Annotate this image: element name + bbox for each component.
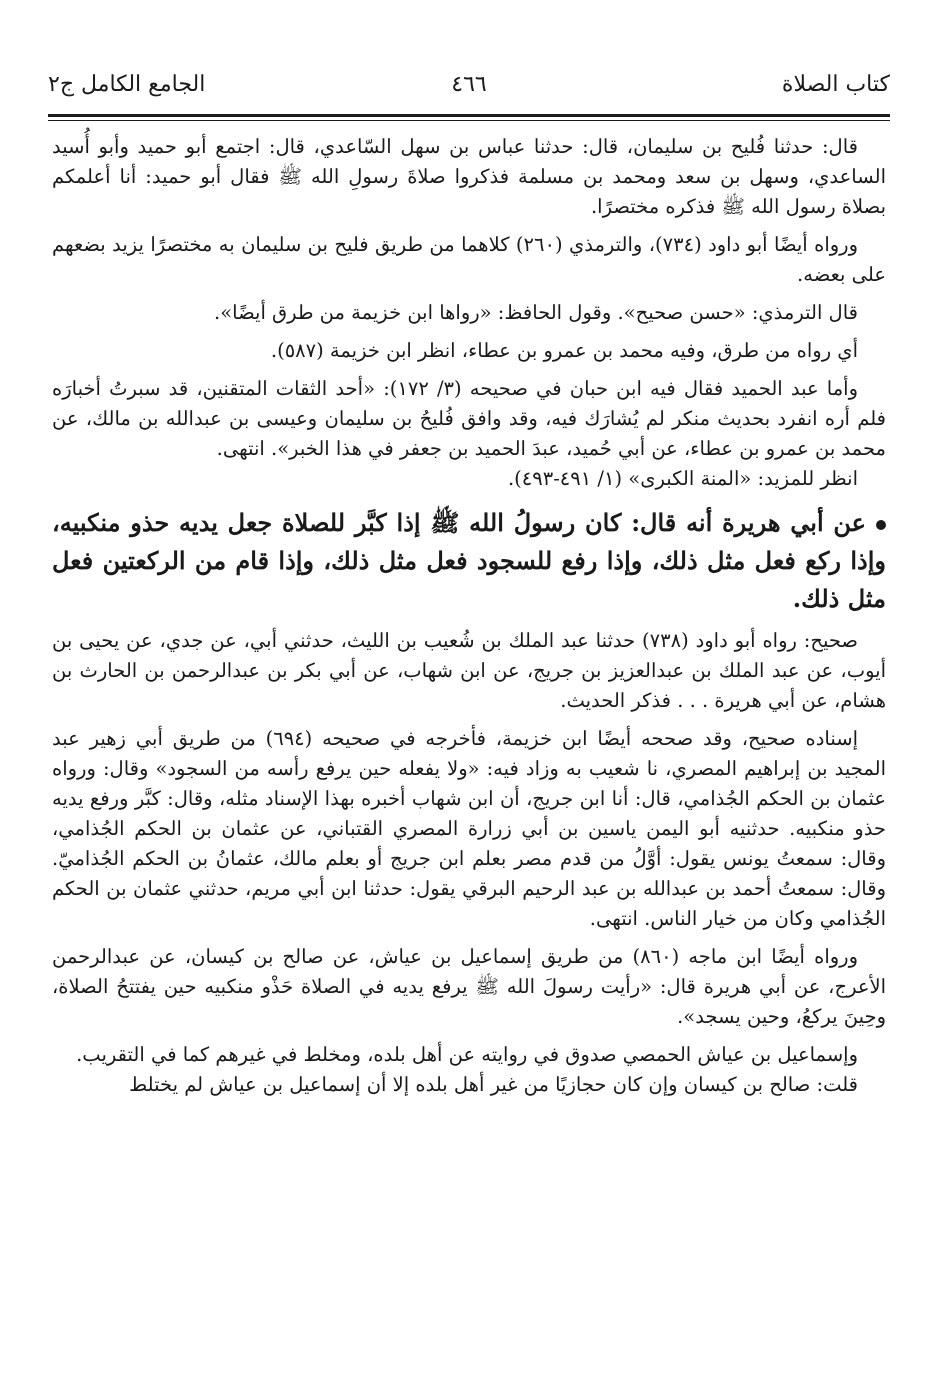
chapter-title: كتاب الصلاة (781, 72, 890, 97)
paragraph-ismail: وإسماعيل بن عياش الحمصي صدوق في روايته عن أهل بلده، ومخلط في غيرهم كما في التقريب. (76, 1043, 858, 1066)
page-number: ٤٦٦ (451, 72, 487, 97)
book-title: الجامع الكامل ج٢ (48, 72, 206, 97)
paragraph-ibn-khuzaymah: أي رواه من طرق، وفيه محمد بن عمرو بن عطاء، انظر ابن خزيمة (٥٨٧). (270, 339, 858, 362)
paragraph-isnad: إسناده صحيح، وقد صححه أيضًا ابن خزيمة، فأخرجه في صحيحه (٦٩٤) من طريق أبي زهير عبد المجيد بن إبراهيم المصري، نا شعيب به وزاد فيه: «ولا يفعله حين يرفع رأسه من السجود» وقال: ورواه عثمان بن الحكم الجُذامي، قال: أنا ابن جريج، أن ابن شهاب أخبره بهذا الإسناد مثله، وقال: كبَّر ورفع يديه حذو منكبيه. حدثنيه أبو اليمن ياسين بن أبي زرارة المصري القتباني، عن عثمان بن الحكم الجُذامي، وقال: سمعتُ يونس يقول: أوَّلُ من قدم مصر بعلم ابن جريج أو بعلم مالك، عثمانُ بن الحكم الجُذاميّ. وقال: سمعتُ أحمد بن عبدالله بن عبد الرحيم البرقي يقول: حدثنا ابن أبي مريم، حدثني عثمان بن الحكم الجُذامي وكان من خيار الناس. انتهى. (52, 727, 886, 930)
paragraph-note: قلت: صالح بن كيسان وإن كان حجازيًا من غير أهل بلده إلا أن إسماعيل بن عياش لم يختلط (129, 1073, 858, 1096)
hadith-body: عن أبي هريرة أنه قال: كان رسولُ الله ﷺ إذا كبَّر للصلاة جعل يديه حذو منكبيه، وإذا ركع فعل مثل ذلك، وإذا رفع للسجود فعل مثل ذلك، وإذا قام من الركعتين فعل مثل ذلك. (52, 508, 886, 613)
paragraph-other-narrations: ورواه أيضًا أبو داود (٧٣٤)، والترمذي (٢٦٠) كلاهما من طريق فليح بن سليمان به مختصرًا يزيد بضعهم على بعضه. (52, 233, 886, 286)
paragraph-grading: صحيح: رواه أبو داود (٧٣٨) حدثنا عبد الملك بن شُعيب بن الليث، حدثني أبي، عن جدي، عن يحيى بن أيوب، عن عبد الملك بن عبدالعزيز بن جريج، عن ابن شهاب، عن أبي بكر بن عبدالرحمن بن الحارث بن هشام، عن أبي هريرة . . . فذكر الحديث. (52, 629, 886, 712)
header-rule-thick (48, 114, 890, 117)
paragraph-narration: قال: حدثنا فُليح بن سليمان، قال: حدثنا عباس بن سهل السّاعدي، قال: اجتمع أبو حميد وأبو أُسيد الساعدي، وسهل بن سعد ومحمد بن مسلمة فذكروا صلاةَ رسولِ الله ﷺ فقال أبو حميد: أنا أعلمكم بصلاة رسول الله ﷺ فذكره مختصرًا. (52, 135, 886, 218)
page-header (48, 62, 890, 106)
header-rule-thin (48, 120, 890, 121)
paragraph-tirmidhi-grading: قال الترمذي: «حسن صحيح». وقول الحافظ: «رواها ابن خزيمة من طرق أيضًا». (214, 301, 858, 324)
bullet-icon (876, 520, 886, 530)
page-content (52, 132, 886, 1100)
hadith-text (52, 504, 886, 618)
paragraph-reference: انظر للمزيد: «المنة الكبرى» (١/ ٤٩١-٤٩٣). (507, 467, 858, 490)
paragraph-ibn-hibban: وأما عبد الحميد فقال فيه ابن حبان في صحيحه (٣/ ١٧٢): «أحد الثقات المتقنين، قد سبرتُ أخبارَه فلم أره انفرد بحديث منكر لم يُشارَك فيه، وقد وافق فُليحُ بن سليمان وعيسى بن عبدالله بن مالك، عن محمد بن عمرو بن عطاء، عن أبي حُميد، عبدَ الحميد بن جعفر في هذا الخبر». انتهى. (52, 377, 886, 460)
paragraph-ibn-majah: ورواه أيضًا ابن ماجه (٨٦٠) من طريق إسماعيل بن عياش، عن صالح بن كيسان، عن عبدالرحمن الأعرج، عن أبي هريرة قال: «رأيت رسولَ الله ﷺ يرفع يديه في الصلاة حَذْو منكبيه حين يفتتحُ الصلاة، وحِينَ يركعُ، وحين يسجد». (52, 945, 886, 1028)
